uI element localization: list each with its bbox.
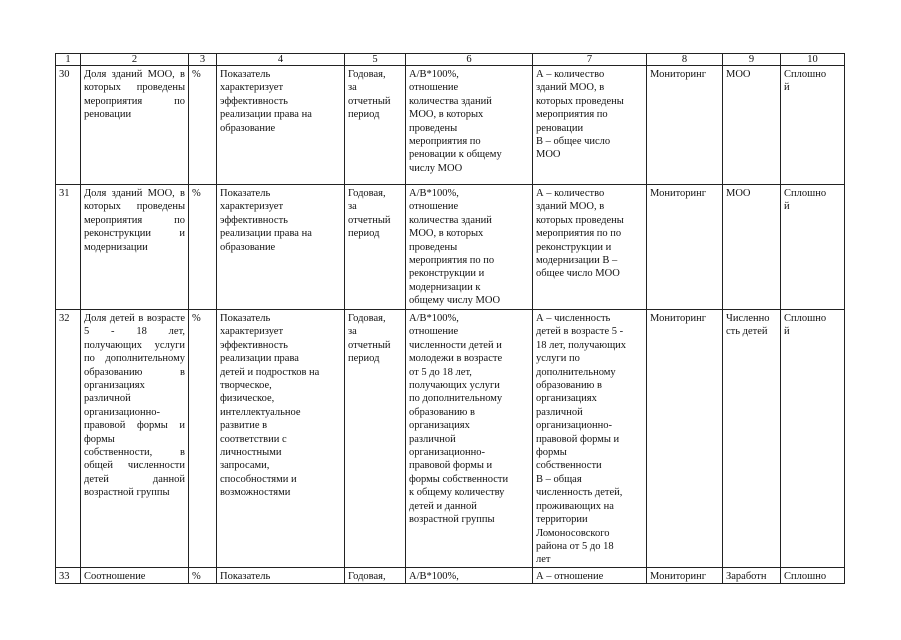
indicator-name: Доля зданий МОО, в которых проведены мероприятия по реконструкции и модернизации [81, 185, 189, 310]
unit: % [189, 310, 217, 568]
formula: А/В*100%, отношение количества зданий МОО, в которых проведены мероприятия по реновации к общему числу МОО [406, 66, 533, 185]
column-number: 10 [781, 54, 845, 66]
formula-variables: А – количество зданий МОО, в которых проведены мероприятия по по реконструкции и модернизации В – общее число МОО [533, 185, 647, 310]
table-row [56, 66, 845, 185]
column-number: 9 [723, 54, 781, 66]
column-number: 3 [189, 54, 217, 66]
periodicity: Годовая, за отчетный период [345, 185, 406, 310]
formula-variables: А – численность детей в возрасте 5 - 18 лет, получающих услуги по дополнительному образованию в организациях различной организационно- правовой формы и формы собственности В – общая численность детей, проживающих на территории Ломоносовского района от 5 до 18 лет [533, 310, 647, 568]
periodicity: Годовая, за отчетный период [345, 66, 406, 185]
indicators-table [55, 53, 845, 584]
row-number: 32 [56, 310, 81, 568]
row-number: 30 [56, 66, 81, 185]
coverage: Сплошно й [781, 185, 845, 310]
coverage: Сплошно й [781, 66, 845, 185]
periodicity: Годовая, за отчетный период [345, 310, 406, 568]
table-row [56, 568, 845, 584]
collection-method: Мониторинг [647, 310, 723, 568]
collection-method: Мониторинг [647, 185, 723, 310]
coverage: Сплошно [781, 568, 845, 584]
formula: А/В*100%, отношение количества зданий МОО, в которых проведены мероприятия по по реконструкции и модернизации к общему числу МОО [406, 185, 533, 310]
observation-unit: МОО [723, 66, 781, 185]
column-number: 4 [217, 54, 345, 66]
indicator-name: Доля зданий МОО, в которых проведены мероприятия по реновации [81, 66, 189, 185]
observation-unit: МОО [723, 185, 781, 310]
column-number: 2 [81, 54, 189, 66]
table-row [56, 310, 845, 568]
table-row [56, 185, 845, 310]
periodicity: Годовая, [345, 568, 406, 584]
column-number-row [56, 54, 845, 66]
unit: % [189, 185, 217, 310]
formula: А/В*100%, отношение численности детей и молодежи в возрасте от 5 до 18 лет, получающих услуги по дополнительному образованию в организациях различной организационно- правовой формы и формы собственности к общему количеству детей и данной возрастной группы [406, 310, 533, 568]
unit: % [189, 66, 217, 185]
formula-variables: А – отношение [533, 568, 647, 584]
indicator-description: Показатель характеризует эффективность реализации права детей и подростков на творческое, физическое, интеллектуальное развитие в соответствии с личностными запросами, способностями и возможностями [217, 310, 345, 568]
formula: А/В*100%, [406, 568, 533, 584]
column-number: 8 [647, 54, 723, 66]
indicator-description: Показатель характеризует эффективность реализации права на образование [217, 185, 345, 310]
column-number: 5 [345, 54, 406, 66]
row-number: 33 [56, 568, 81, 584]
indicator-description: Показатель характеризует эффективность реализации права на образование [217, 66, 345, 185]
unit: % [189, 568, 217, 584]
column-number: 6 [406, 54, 533, 66]
column-number: 1 [56, 54, 81, 66]
collection-method: Мониторинг [647, 568, 723, 584]
observation-unit: Заработн [723, 568, 781, 584]
indicator-name: Соотношение [81, 568, 189, 584]
coverage: Сплошно й [781, 310, 845, 568]
indicator-name: Доля детей в возрасте 5 - 18 лет, получающих услуги по дополнительному образованию в организациях различной организационно-правовой формы и формы собственности, в общей численности детей данной возрастной группы [81, 310, 189, 568]
formula-variables: А – количество зданий МОО, в которых проведены мероприятия по реновации В – общее число МОО [533, 66, 647, 185]
column-number: 7 [533, 54, 647, 66]
observation-unit: Численно сть детей [723, 310, 781, 568]
collection-method: Мониторинг [647, 66, 723, 185]
row-number: 31 [56, 185, 81, 310]
indicator-description: Показатель [217, 568, 345, 584]
